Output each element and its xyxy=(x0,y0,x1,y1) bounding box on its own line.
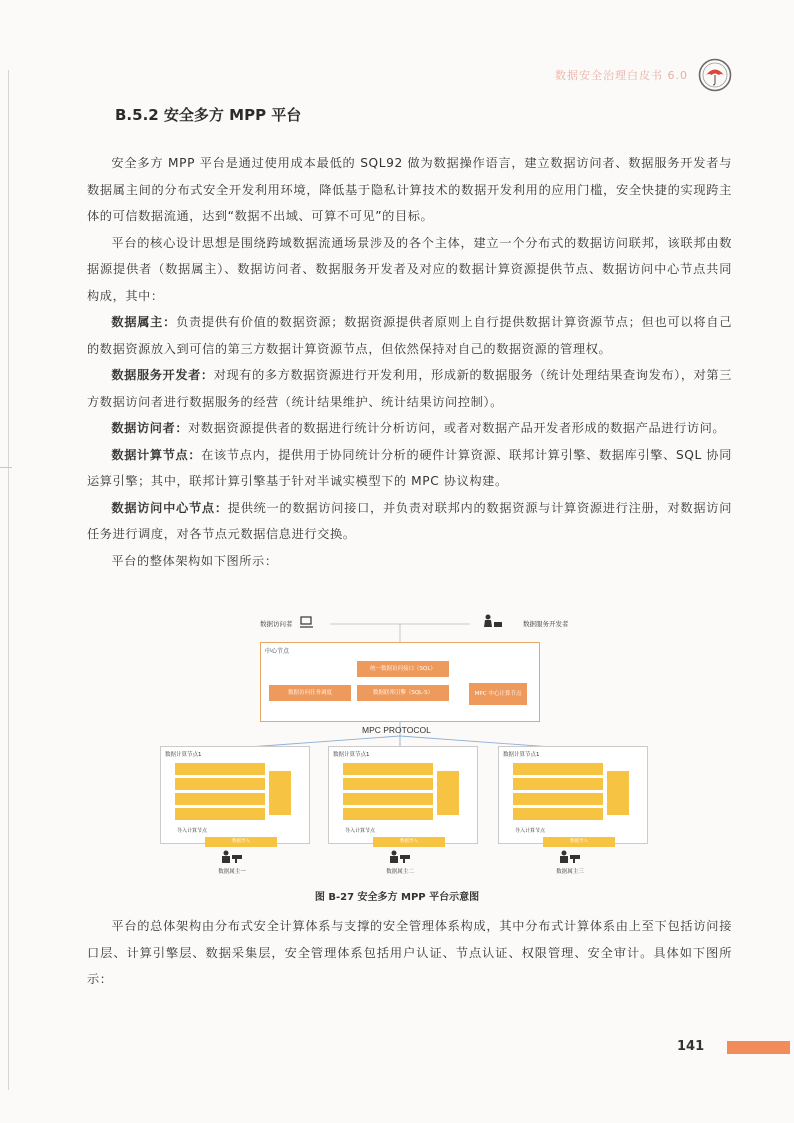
paragraph-service-developer: 数据服务开发者：对现有的多方数据资源进行开发利用，形成新的数据服务（统计处理结果查询发布），对第三方数据访问者进行数据服务的经营（统计结果维护、统计结果访问控制）。 xyxy=(87,368,732,409)
center-node-box xyxy=(260,642,540,722)
compute-node-title: 数据计算节点1 xyxy=(165,752,202,758)
import-bar: 数据导入 xyxy=(543,837,615,847)
data-visitor-label: 数据访问者 xyxy=(260,620,293,628)
page-number: 141 xyxy=(677,1039,705,1054)
compute-node-2 xyxy=(328,746,478,844)
yellow-bar xyxy=(343,793,433,805)
task-scheduling-box: 数据访问任务调度 xyxy=(269,685,351,701)
yellow-bar xyxy=(175,793,265,805)
yellow-bar xyxy=(175,763,265,775)
yellow-bar xyxy=(513,793,603,805)
import-bar: 数据导入 xyxy=(373,837,445,847)
yellow-bar xyxy=(175,808,265,820)
import-node-label: 导入计算节点 xyxy=(345,828,376,834)
owner-label-3: 数据属主三 xyxy=(556,869,584,875)
developer-icon xyxy=(483,614,503,628)
paragraph: 平台的整体架构如下图所示： xyxy=(111,553,278,568)
yellow-bar xyxy=(175,778,265,790)
yellow-bar xyxy=(343,808,433,820)
paragraph: 平台的核心设计思想是围绕跨域数据流通场景涉及的各个主体，建立一个分布式的数据访问联邦，该联邦由数据源提供者（数据属主）、数据访问者、数据服务开发者及对应的数据计算资源提供节点、数据访问中心节点共同构成，其中： xyxy=(87,235,732,303)
yellow-side-box xyxy=(269,771,291,815)
architecture-diagram xyxy=(150,608,670,880)
import-node-label: 导入计算节点 xyxy=(177,828,208,834)
computer-icon xyxy=(300,616,314,628)
yellow-bar xyxy=(513,763,603,775)
left-margin-tick xyxy=(0,467,12,468)
yellow-side-box xyxy=(607,771,629,815)
mpc-center-compute-box: MPC 中心计算节点 xyxy=(469,683,527,705)
import-node-label: 导入计算节点 xyxy=(515,828,546,834)
service-developer-label: 数据服务开发者 xyxy=(523,620,569,628)
paragraph: 安全多方 MPP 平台是通过使用成本最低的 SQL92 做为数据操作语言，建立数据访问者、数据服务开发者与数据属主间的分布式安全开发利用环境，降低基于隐私计算技术的数据开发利用的应用门槛，安全快捷的实现跨主体的可信数据流通，达到“数据不出域、可算不可见”的目标。 xyxy=(87,156,732,223)
compute-node-1 xyxy=(160,746,310,844)
mpc-protocol-label: MPC PROTOCOL xyxy=(362,725,431,735)
figure-caption: 图 B-27 安全多方 MPP 平台示意图 xyxy=(314,892,480,903)
paragraph-center-node: 数据访问中心节点：提供统一的数据访问接口，并负责对联邦内的数据资源与计算资源进行注册，对数据访问任务进行调度，对各节点元数据信息进行交换。 xyxy=(87,500,732,541)
import-bar: 数据导入 xyxy=(205,837,277,847)
paragraph-data-visitor: 数据访问者：对数据资源提供者的数据进行统计分析访问，或者对数据产品开发者形成的数据产品进行访问。 xyxy=(111,421,726,435)
paragraph-data-owner: 数据属主：负责提供有价值的数据资源；数据资源提供者原则上自行提供数据计算资源节点；但也可以将自己的数据资源放入到可信的第三方数据计算资源节点，但依然保持对自己的数据资源的管理权。 xyxy=(87,315,732,356)
running-header: 数据安全治理白皮书 6.0 xyxy=(555,69,688,82)
owner-label-2: 数据属主二 xyxy=(386,869,414,875)
compute-node-title: 数据计算节点1 xyxy=(333,752,370,758)
compute-node-title: 数据计算节点1 xyxy=(503,752,540,758)
unified-access-interface-box: 统一数据访问接口（SQL） xyxy=(357,661,449,677)
left-margin-rule xyxy=(8,70,9,1090)
owner-workstation-icon xyxy=(221,850,243,864)
center-node-title: 中心节点 xyxy=(265,648,290,655)
body-text-top xyxy=(87,150,732,574)
paragraph-compute-node: 数据计算节点：在该节点内，提供用于协同统计分析的硬件计算资源、联邦计算引擎、数据库引擎、SQL 协同运算引擎；其中，联邦计算引擎基于针对半诚实模型下的 MPC 协议构建。 xyxy=(87,447,733,488)
owner-label-1: 数据属主一 xyxy=(218,869,246,875)
yellow-side-box xyxy=(437,771,459,815)
umbrella-logo-icon xyxy=(698,58,732,92)
yellow-bar xyxy=(513,808,603,820)
federation-engine-box: 数据联邦引擎（SQL-S） xyxy=(357,685,449,701)
compute-node-3 xyxy=(498,746,648,844)
yellow-bar xyxy=(343,763,433,775)
yellow-bar xyxy=(343,778,433,790)
paragraph: 平台的总体架构由分布式安全计算体系与支撑的安全管理体系构成，其中分布式计算体系由上至下包括访问接口层、计算引擎层、数据采集层，安全管理体系包括用户认证、节点认证、权限管理、安全审计。具体如下图所示： xyxy=(87,919,732,986)
page-number-accent-bar xyxy=(727,1041,790,1054)
owner-workstation-icon xyxy=(389,850,411,864)
yellow-bar xyxy=(513,778,603,790)
section-heading: B.5.2 安全多方 MPP 平台 xyxy=(115,106,302,124)
owner-workstation-icon xyxy=(559,850,581,864)
body-text-bottom xyxy=(87,913,732,993)
